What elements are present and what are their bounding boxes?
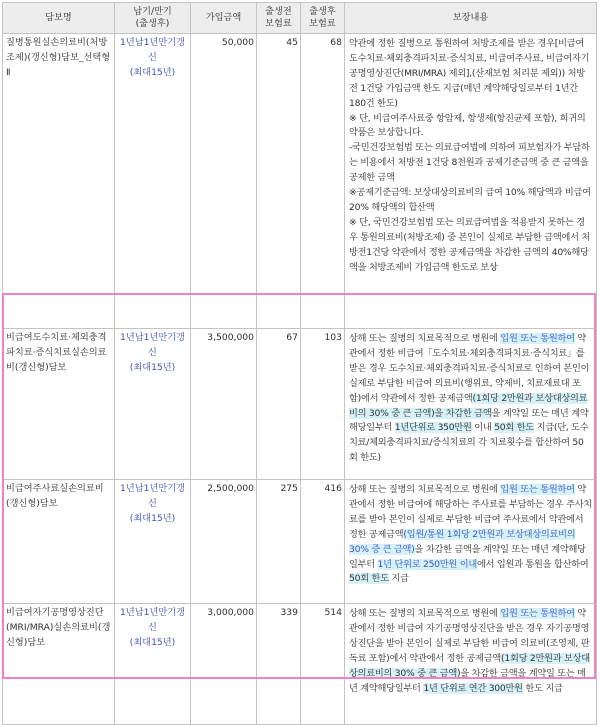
payment-term-text: 1년납1년만기갱신 bbox=[120, 332, 185, 358]
content-text: 에서 입원과 통원을 합산하여 bbox=[476, 558, 589, 570]
premium-after-birth: 416 bbox=[301, 480, 345, 604]
coverage-name: 비급여주사료실손의료비(갱신형)담보 bbox=[3, 480, 115, 604]
insured-amount: 3,500,000 bbox=[191, 329, 257, 480]
header-coverage-content: 보장내용 bbox=[345, 3, 597, 34]
payment-term bbox=[115, 480, 191, 604]
table-row bbox=[3, 604, 597, 725]
coverage-name: 질병통원실손의료비(처방조제)(갱신형)담보_선택형Ⅱ bbox=[3, 34, 115, 329]
content-text: 을 차감한 금액을 계약일 또는 매년 계약해당일부터 bbox=[349, 543, 586, 570]
header-term bbox=[115, 3, 191, 34]
content-text: 지급 bbox=[388, 573, 409, 585]
premium-before-birth: 45 bbox=[257, 34, 301, 329]
highlight: 1년단위로 350만원 bbox=[394, 422, 472, 434]
table-row bbox=[3, 34, 597, 329]
payment-term-note: (최대15년) bbox=[129, 512, 176, 524]
coverage-table bbox=[2, 2, 597, 725]
highlight: (입원/통원 1회당 2만원과 보상대상의료비의 30% 중 큰 금액) bbox=[349, 528, 576, 555]
content-text: 을 차감한 금액을 계약일 또는 매년 계약해당일부터 bbox=[349, 667, 586, 694]
content-text: 한도 지급 bbox=[522, 682, 563, 694]
payment-term-note: (최대15년) bbox=[129, 636, 176, 648]
content-text: 약관에서 정한 비급여「도수치료·체외충격파치료·증식치료」를 받은 경우 도수치료·체외충격파치료·증식치료로 인하여 본인이 실제로 부담한 비급여 의료비(행위료, 약제비, 치료재료대 포함)에서 약관에서 정한 공제금액 bbox=[349, 333, 590, 404]
header-row bbox=[3, 3, 597, 34]
coverage-name: 비급여자기공명영상진단(MRI/MRA)실손의료비(갱신형)담보 bbox=[3, 604, 115, 725]
insured-amount: 50,000 bbox=[191, 34, 257, 329]
content-text: 이내 bbox=[471, 422, 495, 434]
insured-amount: 3,000,000 bbox=[191, 604, 257, 725]
table-row bbox=[3, 480, 597, 604]
highlight: 50회 한도 bbox=[494, 422, 534, 434]
content-text: 상해 또는 질병의 치료목적으로 병원에 bbox=[349, 484, 501, 495]
content-paragraph: 약관에 정한 질병으로 통원하여 처방조제를 받은 경우[비급여도수치료·체외충격파치료·증식치료, 비급여주사료, 비급여자기공명영상진단(MRI/MRA) 제외],(산재보험 처리분 제외)) 처방전 1건당 가입금액 한도 지급(매년 계약해당일로부터 1년간 180건 한도) bbox=[349, 38, 590, 109]
payment-term-text: 1년납1년만기갱신 bbox=[120, 483, 185, 509]
premium-before-birth: 67 bbox=[257, 329, 301, 480]
payment-term-note: (최대15년) bbox=[129, 66, 176, 78]
header-premium-after-text: 출생후 보험료 bbox=[309, 5, 336, 29]
header-coverage-name: 담보명 bbox=[3, 3, 115, 34]
content-text: 상해 또는 질병의 치료목적으로 병원에 bbox=[349, 333, 501, 344]
content-text: 을 계약일 또는 매년 계약해당일부터 bbox=[349, 407, 589, 434]
content-text: 약관에서 정한 비급여 자기공명영상진단을 받은 경우 자기공명영상진단을 받아 본인이 실제로 부담한 비급여 의료비(조영제, 판독료 포함)에서 약관에서 정한 공제금액 bbox=[349, 608, 590, 664]
premium-after-birth: 68 bbox=[301, 34, 345, 329]
highlight: 50회 한도 bbox=[349, 573, 389, 585]
payment-term bbox=[115, 604, 191, 725]
highlight: (1회당 2만원과 보상대상의료비의 30% 중 큰 금액)을 차감한 금액 bbox=[349, 392, 588, 419]
content-paragraph: ※ 단, 국민건강보험법 또는 의료급여법을 적용받지 못하는 경우 통원의료비(처방조제) 중 본인이 실제로 부담한 금액에서 처방전1건당 약관에서 정한 공제금액을 차감한 금액의 40%해당액을 처방조제비 가입금액 한도로 보상 bbox=[349, 216, 590, 273]
content-paragraph: ※ 단, 비급여주사료중 항암제, 항생제(항진균제 포함), 희귀의약품은 보상합니다. bbox=[349, 112, 586, 139]
header-term-text: 납기/만기 (출생후) bbox=[133, 5, 172, 29]
coverage-content bbox=[345, 604, 597, 725]
premium-after-birth: 103 bbox=[301, 329, 345, 480]
premium-after-birth: 514 bbox=[301, 604, 345, 725]
content-text: 지급(단, 도수치료/체외충격파치료/증식치료의 각 치료횟수를 합산하여 50회 한도) bbox=[349, 422, 589, 464]
content-text: 상해 또는 질병의 치료목적으로 병원에 bbox=[349, 608, 501, 619]
coverage-content bbox=[345, 329, 597, 480]
content-paragraph: ※공제기준금액: 보상대상의료비의 급여 10% 해당액과 비급여 20% 해당액의 합산액 bbox=[349, 187, 591, 213]
premium-before-birth: 339 bbox=[257, 604, 301, 725]
coverage-content bbox=[345, 480, 597, 604]
highlight: 입원 또는 통원하여 bbox=[500, 608, 575, 619]
header-premium-before-text: 출생전 보험료 bbox=[265, 5, 292, 29]
payment-term bbox=[115, 34, 191, 329]
header-premium-before bbox=[257, 3, 301, 34]
header-premium-after bbox=[301, 3, 345, 34]
highlight: 입원 또는 통원하여 bbox=[500, 333, 575, 344]
highlight: 1년 단위로 연간 300만원 bbox=[423, 682, 523, 694]
payment-term-text: 1년납1년만기갱신 bbox=[120, 37, 185, 63]
coverage-name: 비급여도수치료·체외충격파치료·증식치료실손의료비(갱신형)담보 bbox=[3, 329, 115, 480]
highlight: (1회당 2만원과 보상대상의료비의 30% 중 큰 금액) bbox=[349, 652, 590, 679]
payment-term-text: 1년납1년만기갱신 bbox=[120, 607, 185, 633]
highlight: 1년 단위로 250만원 이내 bbox=[377, 558, 477, 570]
payment-term bbox=[115, 329, 191, 480]
premium-before-birth: 275 bbox=[257, 480, 301, 604]
content-paragraph: -국민건강보험법 또는 의료급여법에 의하여 피보험자가 부담하는 비용에서 처방전 1건당 8천원과 공제기준금액 중 큰 금액을 공제한 금액 bbox=[349, 142, 590, 184]
coverage-content bbox=[345, 34, 597, 329]
header-amount: 가입금액 bbox=[191, 3, 257, 34]
content-text: 약관에서 정한 비급여에 해당하는 주사료를 부담하는 경우 주사치료를 받아 본인이 실제로 부담한 비급여 주사료에서 약관에서 정한 공제금액 bbox=[349, 484, 592, 540]
payment-term-note: (최대15년) bbox=[129, 361, 176, 373]
highlight: 입원 또는 통원하여 bbox=[500, 484, 575, 495]
insured-amount: 2,500,000 bbox=[191, 480, 257, 604]
table-row bbox=[3, 329, 597, 480]
